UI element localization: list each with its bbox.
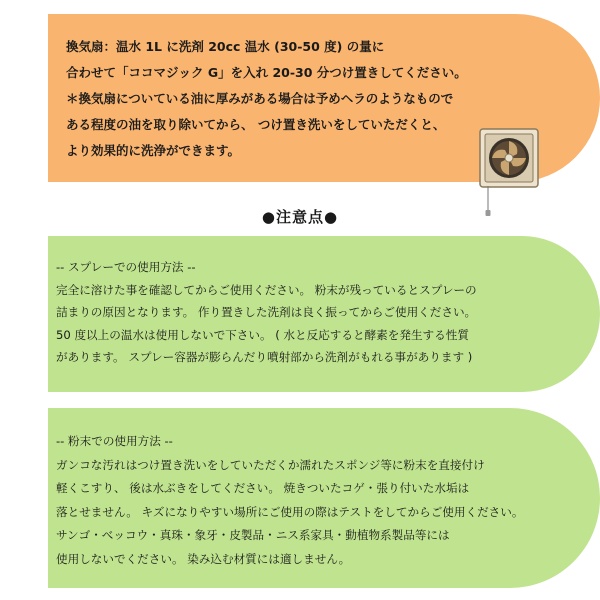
spray-usage-line: 詰まりの原因となります。 作り置きした洗剤は良く振ってからご使用ください。 bbox=[56, 305, 477, 319]
powder-usage-line: サンゴ・べッコウ・真珠・象牙・皮製品・ニス系家具・動植物系製品等には bbox=[56, 528, 450, 542]
instruction-line: ある程度の油を取り除いてから、 つけ置き洗いをしていただくと、 bbox=[66, 117, 446, 132]
spray-usage-line: 50 度以上の温水は使用しないで下さい。 ( 水と反応すると酵素を発生する性質 bbox=[56, 327, 469, 342]
instruction-line: 換気扇：温水 1L に洗剤 20cc 温水 (30-50 度) の量に bbox=[66, 39, 385, 54]
spray-usage-line: があります。 スプレー容器が膨らんだり噴射部から洗剤がもれる事があります ) bbox=[56, 350, 473, 364]
spray-usage-panel bbox=[48, 236, 600, 392]
powder-usage-line: 使用しないでください。 染み込む材質には適しません。 bbox=[56, 551, 351, 566]
powder-usage-line: 軽くこすり、 後は水ぶきをしてください。 焼きついたコゲ・張り付いた水垢は bbox=[56, 481, 470, 495]
powder-usage-line: 落とせません。 キズになりやすい場所にご使用の際はテストをしてからご使用ください。 bbox=[56, 504, 524, 519]
instruction-line: より効果的に洗浄ができます。 bbox=[66, 143, 241, 158]
instruction-line: ＊換気扇についている油に厚みがある場合は予めヘラのようなもので bbox=[66, 91, 454, 106]
instruction-line: 合わせて「ココマジック G」を入れ 20-30 分つけ置きしてください。 bbox=[66, 65, 467, 80]
powder-usage-panel bbox=[48, 408, 600, 588]
cautions-heading: ●注意点● bbox=[261, 208, 339, 226]
powder-usage-line: -- 粉末での使用方法 -- bbox=[56, 434, 173, 448]
powder-usage-line: ガンコな汚れはつけ置き洗いをしていただくか濡れたスポンジ等に粉末を直接付け bbox=[56, 457, 485, 472]
spray-usage-line: -- スプレーでの使用方法 -- bbox=[56, 260, 196, 274]
spray-usage-line: 完全に溶けた事を確認してからご使用ください。 粉末が残っているとスプレーの bbox=[56, 282, 477, 297]
